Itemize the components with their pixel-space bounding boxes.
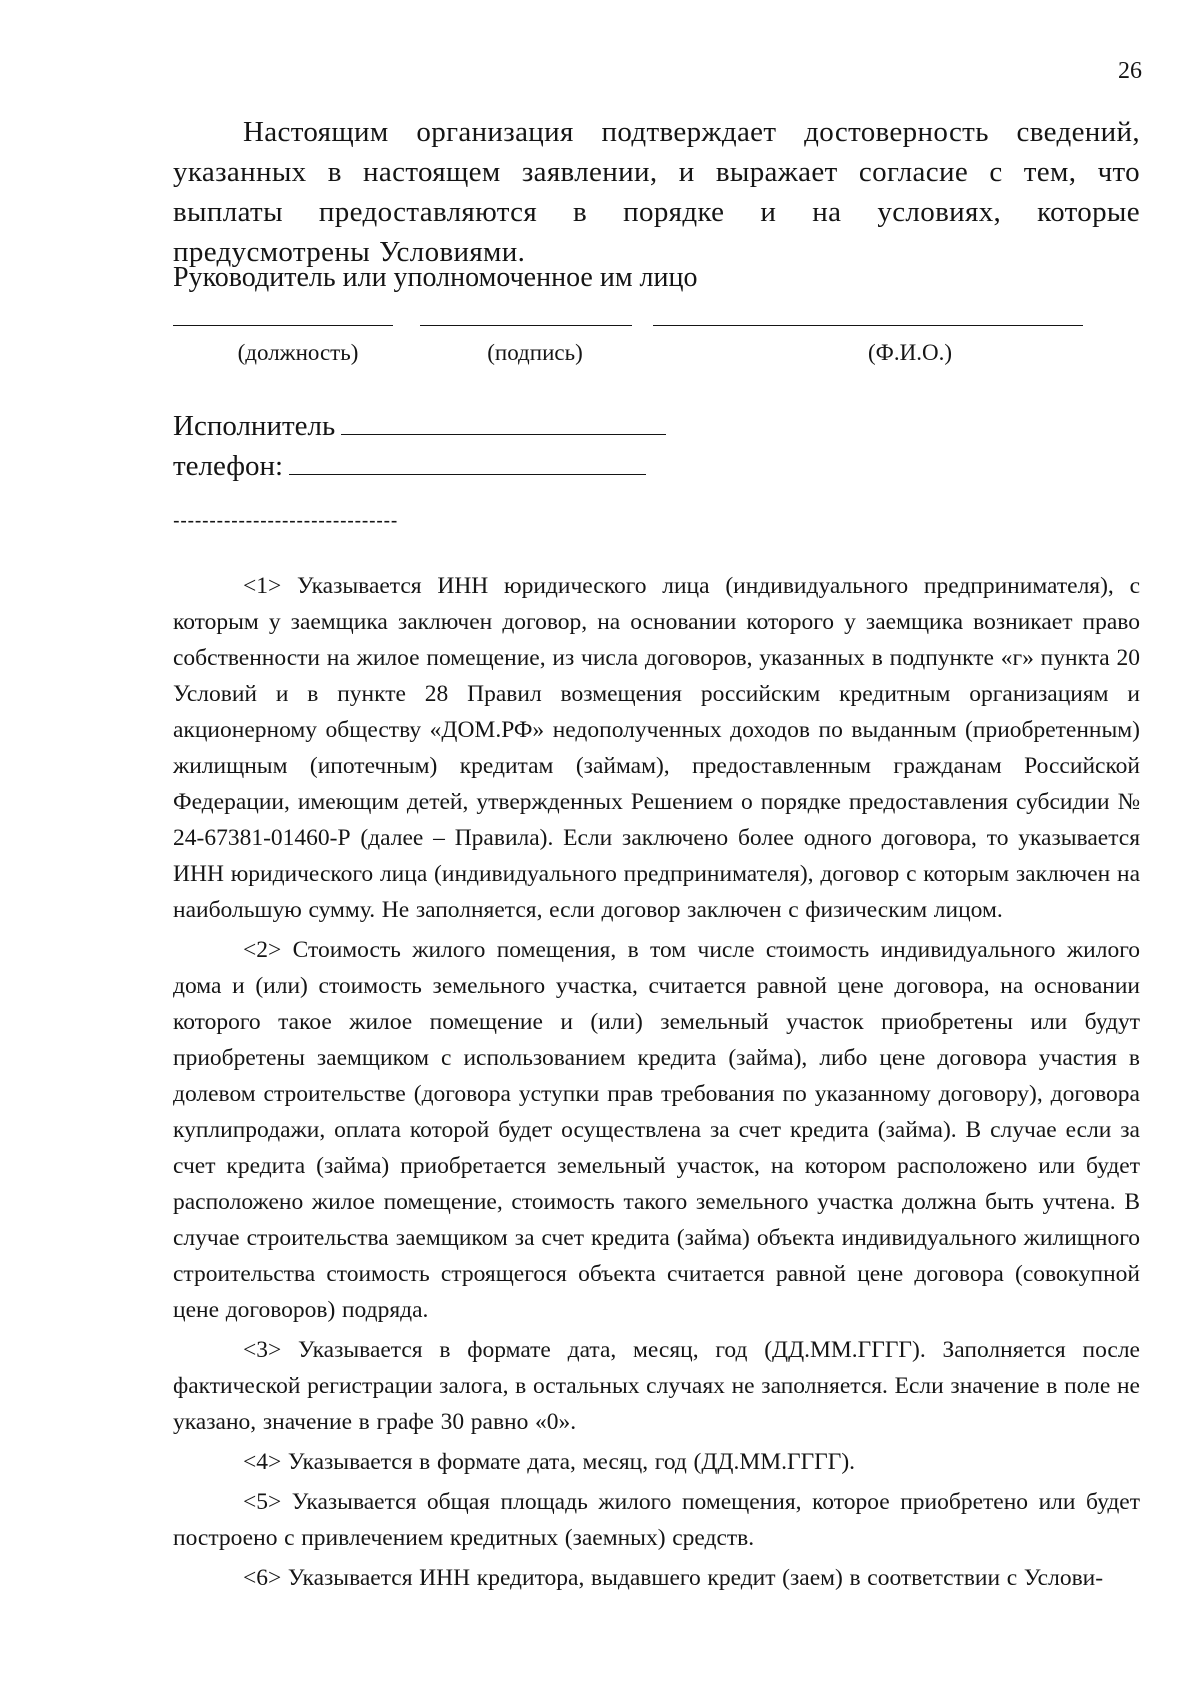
signature-caption: (подпись) (487, 340, 583, 365)
executor-label: Исполнитель (173, 410, 336, 442)
footnote-6: <6> Указывается ИНН кредитора, выдавшего кредит (заем) в соответствии с Услови- (243, 1565, 1104, 1591)
footnote-4: <4> Указывается в формате дата, месяц, год (ДД.ММ.ГГГГ). (243, 1449, 856, 1475)
position-line (173, 325, 393, 326)
page-number: 26 (1118, 58, 1142, 84)
full-name-line (653, 325, 1083, 326)
phone-row (173, 450, 646, 483)
position-caption: (должность) (237, 340, 359, 365)
footnote-1: <1> Указывается ИНН юридического лица (индивидуального предпринимателя), с которым у заемщика заключен договор, на основании которого у заемщика возникает право собственности на жилое помещение, из числа договоров, указанных в подпункте «г» пункта 20 Условий и в пункте 28 Правил возмещения российским кредитным организациям и акционерному обществу «ДОМ.РФ» недополученных доходов по выданным (приобретенным) жилищным (ипотечным) кредитам (займам), предоставленным гражданам Российской Федерации, имеющим детей, утвержденных Решением о порядке предоставления субсидии № 24-67381-01460-Р (далее – Правила). Если заключено более одного договора, то указывается ИНН юридического лица (индивидуального предпринимателя), договор с которым заключен на наибольшую сумму. Не заполняется, если договор заключен с физическим лицом. (173, 573, 1140, 923)
full-name-caption: (Ф.И.О.) (868, 340, 952, 365)
phone-line (289, 473, 646, 475)
executor-row (173, 410, 666, 443)
footnote-2: <2> Стоимость жилого помещения, в том числе стоимость индивидуального жилого дома и (или) стоимость земельного участка, считается равной цене договора, на основании которого такое жилое помещение и (или) земельный участок приобретены или будут приобретены заемщиком с использованием кредита (займа), либо цене договора участия в долевом строительстве (договора уступки прав требования по указанному договору), договора куплипродажи, оплата которой будет осуществлена за счет кредита (займа). В случае если за счет кредита (займа) приобретается земельный участок, на котором расположено или будет расположено жилое помещение, стоимость такого земельного участка должна быть учтена. В случае строительства заемщиком за счет кредита (займа) объекта индивидуального жилищного строительства стоимость строящегося объекта считается равной цене договора (совокупной цене договоров) подряда. (173, 937, 1140, 1323)
footnote-3: <3> Указывается в формате дата, месяц, год (ДД.ММ.ГГГГ). Заполняется после фактической регистрации залога, в остальных случаях не заполняется. Если значение в поле не указано, значение в графе 30 равно «0». (173, 1337, 1140, 1435)
executor-line (341, 433, 666, 435)
signatory-label: Руководитель или уполномоченное им лицо (173, 262, 698, 293)
declaration-paragraph: Настоящим организация подтверждает достоверность сведений, указанных в настоящем заявлении, и выражает согласие с тем, что выплаты предоставляются в порядке и на условиях, которые предусмотрены Условиями. (173, 116, 1140, 268)
footnotes (173, 568, 1140, 1600)
signature-line (420, 325, 632, 326)
footnote-5: <5> Указывается общая площадь жилого помещения, которое приобретено или будет построено с привлечением кредитных (заемных) средств. (173, 1489, 1140, 1551)
footnote-separator: ------------------------------- (173, 510, 399, 532)
phone-label: телефон: (173, 450, 284, 482)
